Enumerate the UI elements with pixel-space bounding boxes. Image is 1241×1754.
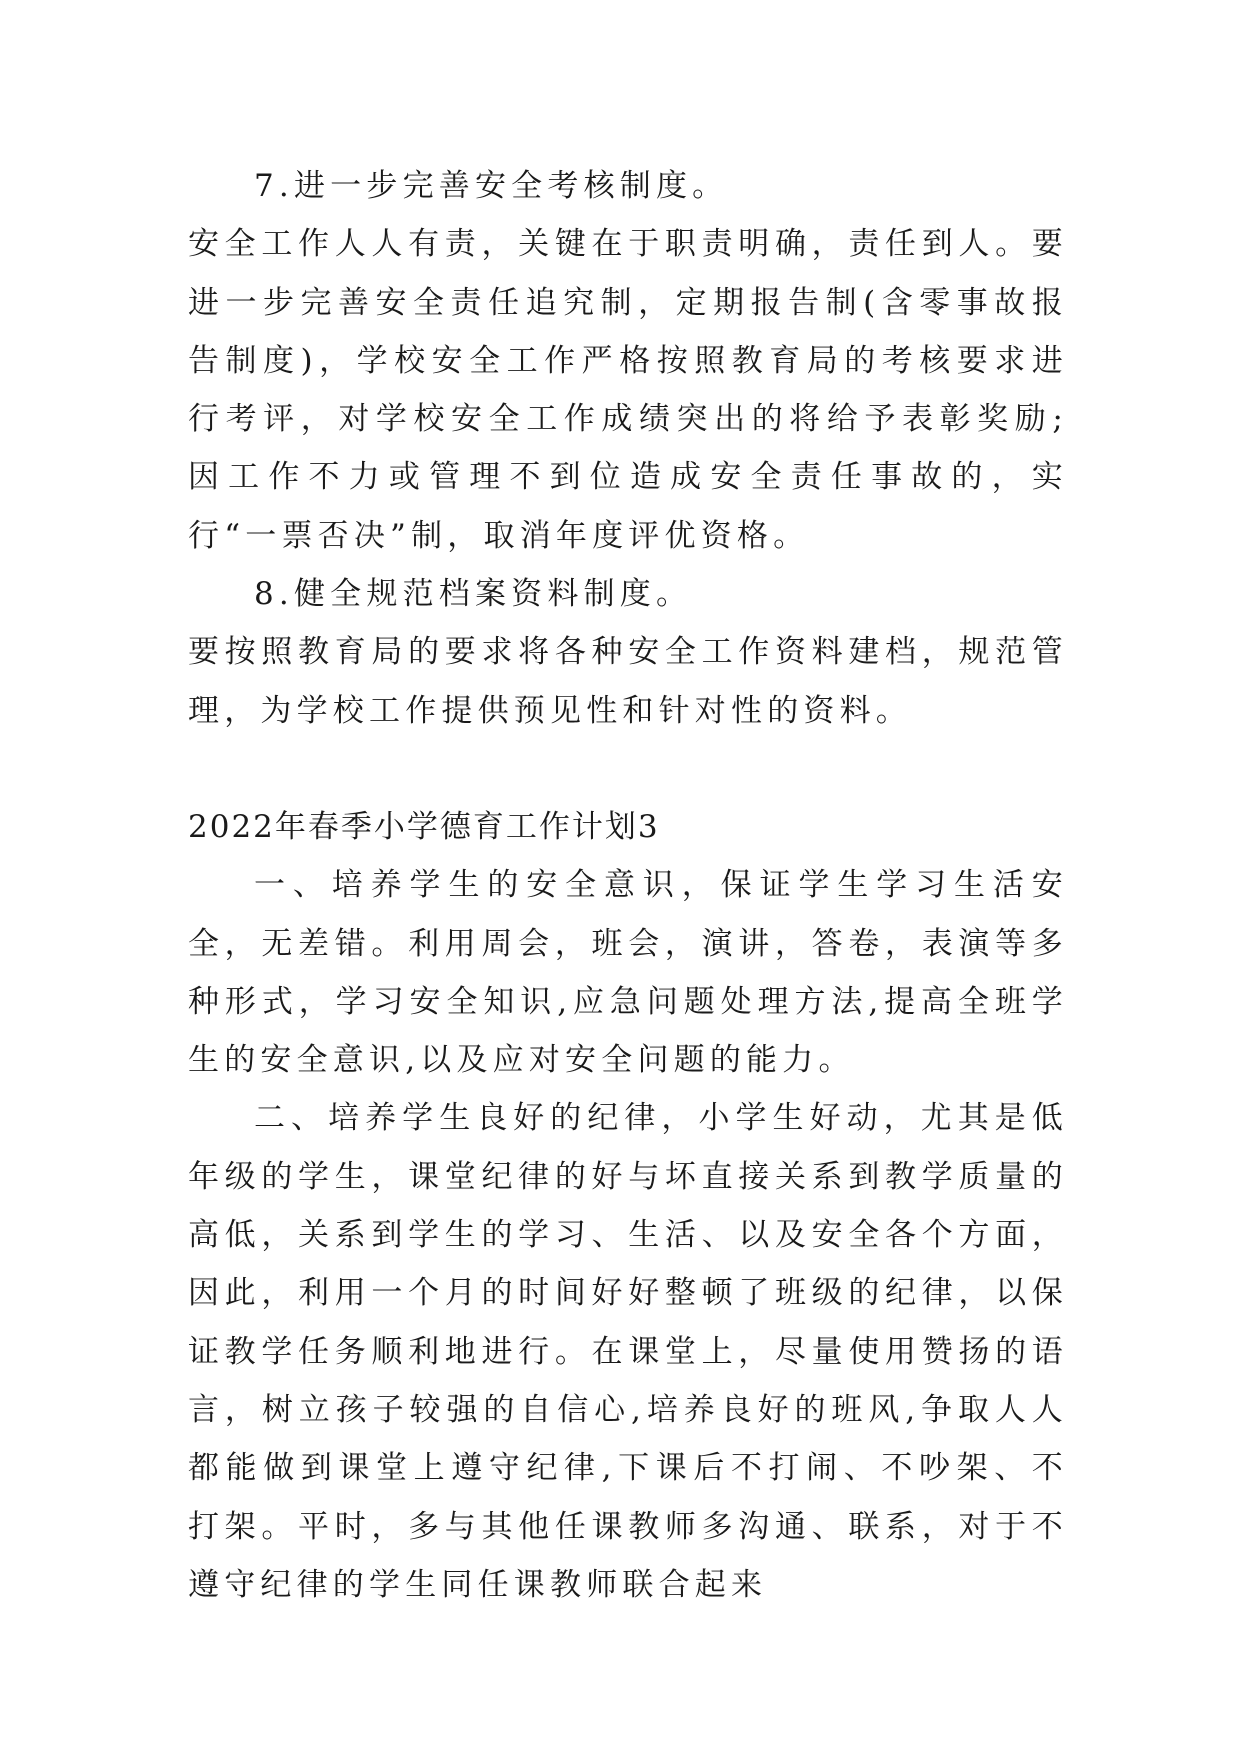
section-title: 2022年春季小学德育工作计划3 xyxy=(188,808,660,845)
item-7-body: 安全工作人人有责，关键在于职责明确，责任到人。要进一步完善安全责任追究制，定期报告制(含零事故报告制度)，学校安全工作严格按照教育局的考核要求进行考评，对学校安全工作成绩突出的将给予表彰奖励;因工作不力或管理不到位造成安全责任事故的，实行“一票否决”制，取消年度评优资格。 xyxy=(188,226,1068,554)
item-8-body: 要按照教育局的要求将各种安全工作资料建档，规范管理，为学校工作提供预见性和针对性的资料。 xyxy=(188,634,1068,729)
paragraph-2: 二、培养学生良好的纪律，小学生好动，尤其是低年级的学生，课堂纪律的好与坏直接关系到教学质量的高低，关系到学生的学习、生活、以及安全各个方面，因此，利用一个月的时间好好整顿了班级的纪律，以保证教学任务顺利地进行。在课堂上，尽量使用赞扬的语言，树立孩子较强的自信心,培养良好的班风,争取人人都能做到课堂上遵守纪律,下课后不打闹、不吵架、不打架。平时，多与其他任课教师多沟通、联系，对于不遵守纪律的学生同任课教师联合起来 xyxy=(188,1100,1068,1603)
section-gap xyxy=(188,740,1068,798)
item-8-heading: 8.健全规范档案资料制度。 xyxy=(254,576,693,613)
document-body xyxy=(188,157,1068,1614)
paragraph-1: 一、培养学生的安全意识，保证学生学习生活安全，无差错。利用周会，班会，演讲，答卷，表演等多种形式，学习安全知识,应急问题处理方法,提高全班学生的安全意识,以及应对安全问题的能力。 xyxy=(188,867,1068,1079)
item-7-heading: 7.进一步完善安全考核制度。 xyxy=(254,168,729,204)
